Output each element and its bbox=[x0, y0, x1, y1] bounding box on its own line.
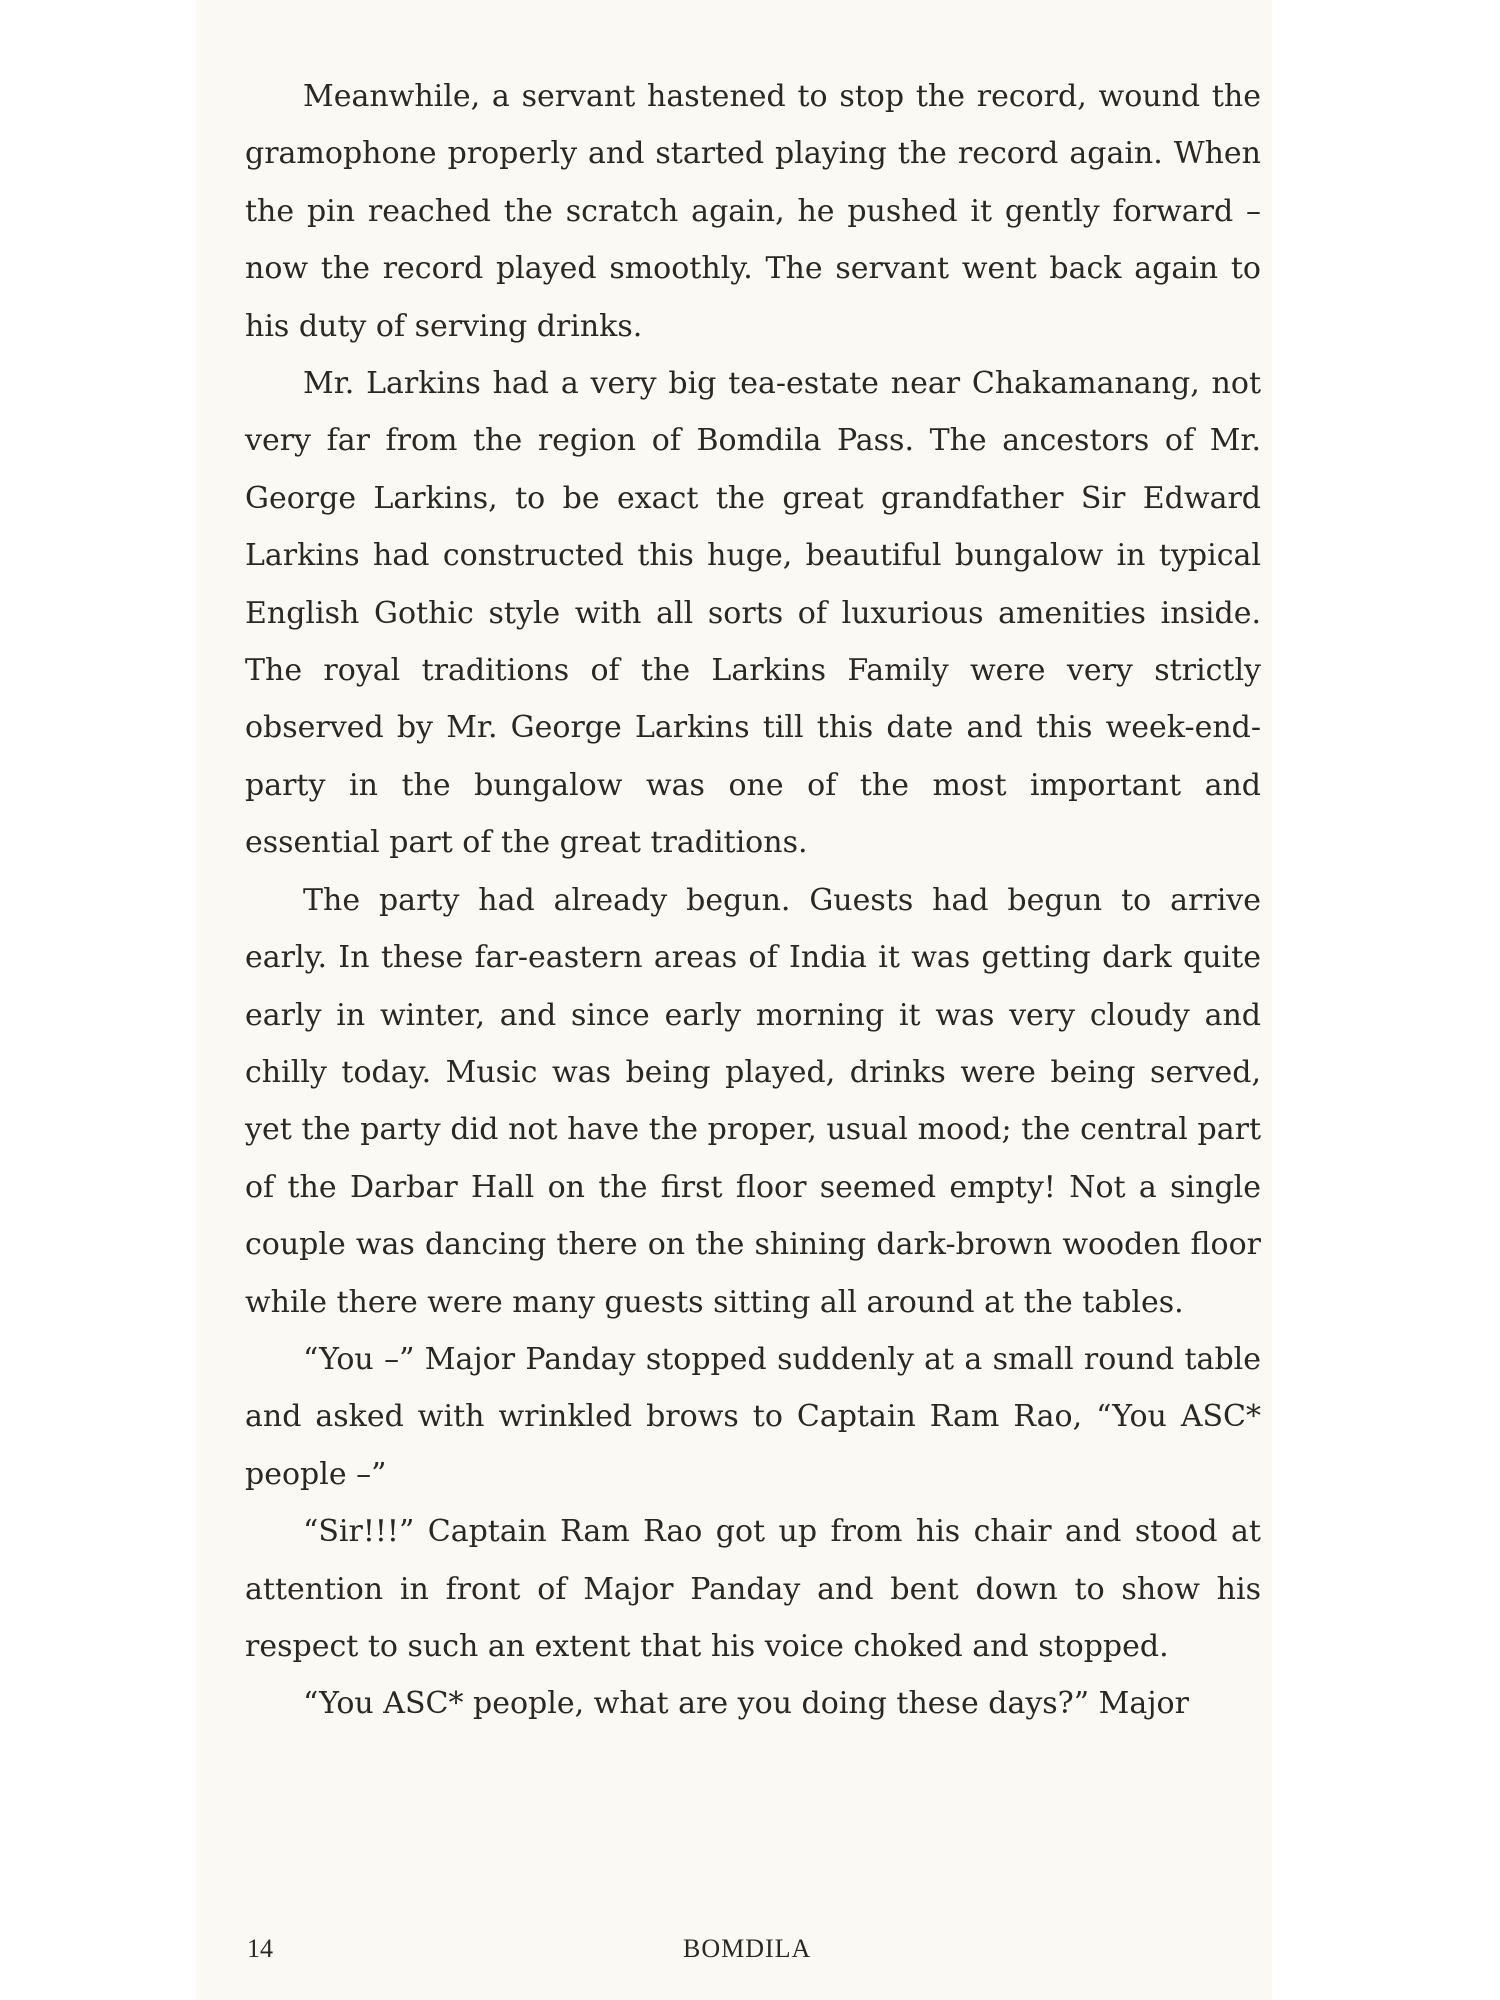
body-text bbox=[245, 68, 1261, 1733]
paragraph: “Sir!!!” Captain Ram Rao got up from his chair and stood at attention in front of Major Panday and bent down to show his respect to such an extent that his voice choked and stopped. bbox=[245, 1514, 1261, 1664]
paragraph: “You ASC* people, what are you doing these days?” Major bbox=[303, 1686, 1189, 1722]
paragraph: “You –” Major Panday stopped suddenly at a small round table and asked with wrinkled brows to Captain Ram Rao, “You ASC* people –” bbox=[245, 1341, 1261, 1492]
page-number: 14 bbox=[247, 1934, 273, 1963]
paragraph: The party had already begun. Guests had begun to arrive early. In these far-eastern areas of India it was getting dark quite early in winter, and since early morning it was very cloudy and chilly today. Music was being played, drinks were being served, yet the party did not have the proper, usual mood; the central part of the Darbar Hall on the first floor seemed empty! Not a single couple was dancing there on the shining dark-brown wooden floor while there were many guests sitting all around at the tables. bbox=[245, 882, 1261, 1320]
paragraph: Meanwhile, a servant hastened to stop the record, wound the gramophone properly and started playing the record again. When the pin reached the scratch again, he pushed it gently forward – now the record played smoothly. The servant went back again to his duty of serving drinks. bbox=[245, 79, 1261, 344]
paragraph: Mr. Larkins had a very big tea-estate near Chakamanang, not very far from the region of Bomdila Pass. The ancestors of Mr. George Larkins, to be exact the great grandfather Sir Edward Larkins had constructed this huge, beautiful bungalow in typical English Gothic style with all sorts of luxurious amenities inside. The royal traditions of the Larkins Family were very strictly observed by Mr. George Larkins till this date and this week-end-party in the bungalow was one of the most important and essential part of the great traditions. bbox=[245, 366, 1261, 861]
running-title: BOMDILA bbox=[683, 1934, 812, 1963]
